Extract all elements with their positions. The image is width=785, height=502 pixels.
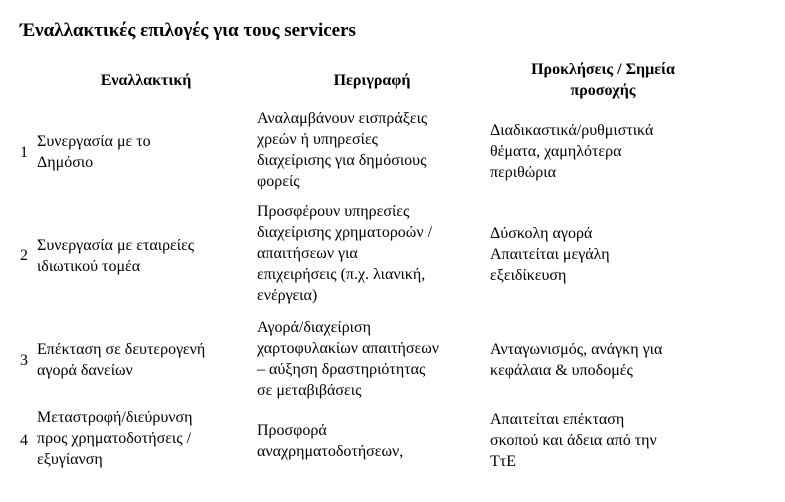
cell-line: χαρτοφυλακίων απαιτήσεων: [257, 340, 440, 357]
cell-line: Διαδικαστικά/ρυθμιστικά: [490, 122, 654, 139]
cell-line: Ανταγωνισμός, ανάγκη για: [490, 341, 663, 358]
cell-line: διαχείρισης χρηματοροών /: [257, 224, 433, 241]
header-line: προσοχής: [570, 82, 636, 99]
description-cell: [257, 317, 489, 401]
cell-line: προς χρηματοδοτήσεις /: [37, 430, 192, 447]
challenges-cell: [490, 223, 720, 286]
cell-line: αναχρηματοδοτήσεων,: [257, 443, 404, 460]
cell-line: επιχειρήσεις (π.χ. λιανική,: [257, 266, 426, 283]
alternative-cell: [37, 339, 256, 381]
cell-line: Προσφορά: [257, 422, 327, 439]
cell-line: Συνεργασία με εταιρείες: [37, 237, 195, 254]
cell-line: Αγορά/διαχείριση: [257, 319, 371, 336]
cell-line: εξειδίκευση: [490, 267, 567, 284]
page-title: Έναλλακτικές επιλογές για τους servicers: [20, 20, 356, 41]
cell-line: σε μεταβιβάσεις: [257, 382, 362, 399]
cell-line: αγορά δανείων: [37, 362, 133, 379]
row-number: 4: [20, 432, 28, 449]
description-cell: [257, 108, 489, 192]
cell-line: σκοπού και άδεια από την: [490, 432, 657, 449]
cell-line: Προσφέρουν υπηρεσίες: [257, 203, 410, 220]
header-line: Προκλήσεις / Σημεία: [531, 61, 675, 78]
cell-line: κεφάλαια & υποδομές: [490, 362, 633, 379]
cell-line: Αναλαμβάνουν εισπράξεις: [257, 110, 428, 127]
cell-line: χρεών ή υπηρεσίες: [257, 131, 378, 148]
description-cell: [257, 201, 489, 306]
row-number: 2: [20, 247, 28, 264]
cell-line: Επέκταση σε δευτερογενή: [37, 341, 206, 358]
cell-line: διαχείρισης για δημόσιους: [257, 152, 427, 169]
column-header-alternative: Εναλλακτική: [100, 72, 192, 89]
column-header-challenges: [488, 59, 718, 101]
cell-line: – αύξηση δραστηριότητας: [257, 361, 426, 378]
cell-line: απαιτήσεων για: [257, 245, 358, 262]
cell-line: Δύσκολη αγορά: [490, 225, 593, 242]
cell-line: Μεταστροφή/διεύρυνση: [37, 409, 193, 426]
cell-line: ενέργεια): [257, 287, 318, 304]
row-number: 3: [20, 352, 28, 369]
alternative-cell: [37, 131, 256, 173]
cell-line: Συνεργασία με το: [37, 133, 151, 150]
challenges-cell: [490, 339, 720, 381]
cell-line: ΤτΕ: [490, 453, 516, 470]
cell-line: θέματα, χαμηλότερα: [490, 143, 622, 160]
challenges-cell: [490, 409, 720, 472]
column-header-description: Περιγραφή: [333, 72, 411, 89]
cell-line: περιθώρια: [490, 164, 556, 181]
cell-line: Δημόσιο: [37, 154, 94, 171]
cell-line: εξυγίανση: [37, 451, 103, 468]
row-number: 1: [20, 144, 28, 161]
description-cell: [257, 420, 489, 462]
cell-line: Απαιτείται επέκταση: [490, 411, 625, 428]
cell-line: Απαιτείται μεγάλη: [490, 246, 610, 263]
cell-line: ιδιωτικού τομέα: [37, 258, 141, 275]
challenges-cell: [490, 120, 720, 183]
alternative-cell: [37, 407, 256, 470]
cell-line: φορείς: [257, 173, 300, 190]
alternative-cell: [37, 235, 256, 277]
